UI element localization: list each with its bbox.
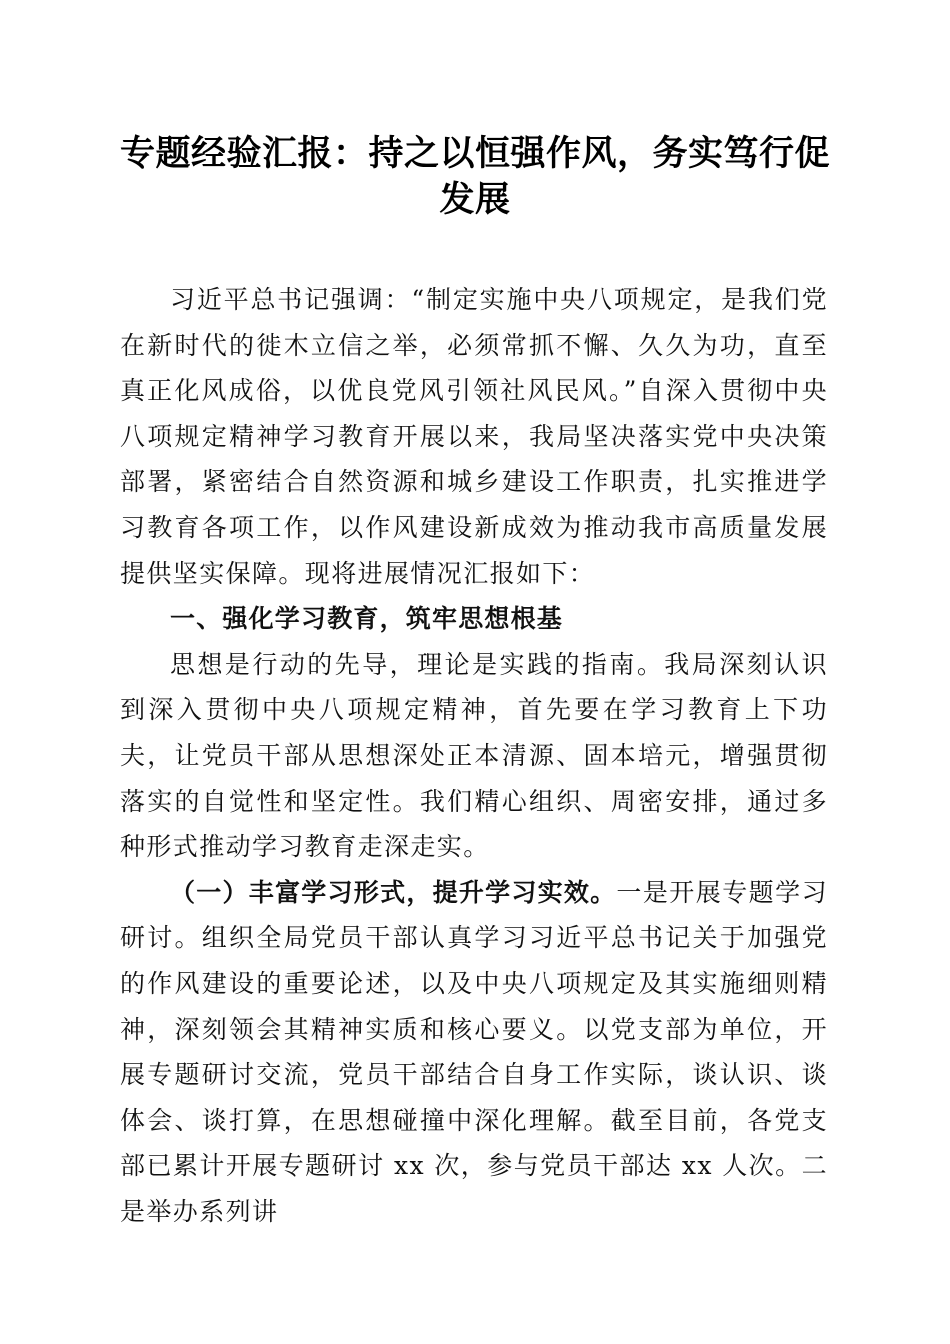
document-body xyxy=(120,277,828,1234)
document-title: 专题经验汇报：持之以恒强作风，务实笃行促发展 xyxy=(119,133,830,220)
subsection-heading: （一）丰富学习形式，提升学习实效。 xyxy=(170,877,617,907)
section-paragraph: 思想是行动的先导，理论是实践的指南。我局深刻认识到深入贯彻中央八项规定精神，首先要在学习教育上下功夫，让党员干部从思想深处正本清源、固本培元，增强贯彻落实的自觉性和坚定性。我们精心组织、周密安排，通过多种形式推动学习教育走深走实。 xyxy=(120,649,828,862)
section-heading: 一、强化学习教育，筑牢思想根基 xyxy=(170,604,564,634)
subsection-body: 一是开展专题学习研讨。组织全局党员干部认真学习习近平总书记关于加强党的作风建设的重要论述，以及中央八项规定及其实施细则精神，深刻领会其精神实质和核心要义。以党支部为单位，开展专题研讨交流，党员干部结合自身工作实际，谈认识、谈体会、谈打算，在思想碰撞中深化理解。截至目前，各党支部已累计开展专题研讨 xx 次，参与党员干部达 xx 人次。二是举办系列讲 xyxy=(120,877,828,1226)
subsection-paragraph xyxy=(120,870,828,1235)
intro-paragraph: 习近平总书记强调：“制定实施中央八项规定，是我们党在新时代的徙木立信之举，必须常抓不懈、久久为功，直至真正化风成俗，以优良党风引领社风民风。”自深入贯彻中央八项规定精神学习教育开展以来，我局坚决落实党中央决策部署，紧密结合自然资源和城乡建设工作职责，扎实推进学习教育各项工作，以作风建设新成效为推动我市高质量发展提供坚实保障。现将进展情况汇报如下： xyxy=(120,285,828,588)
